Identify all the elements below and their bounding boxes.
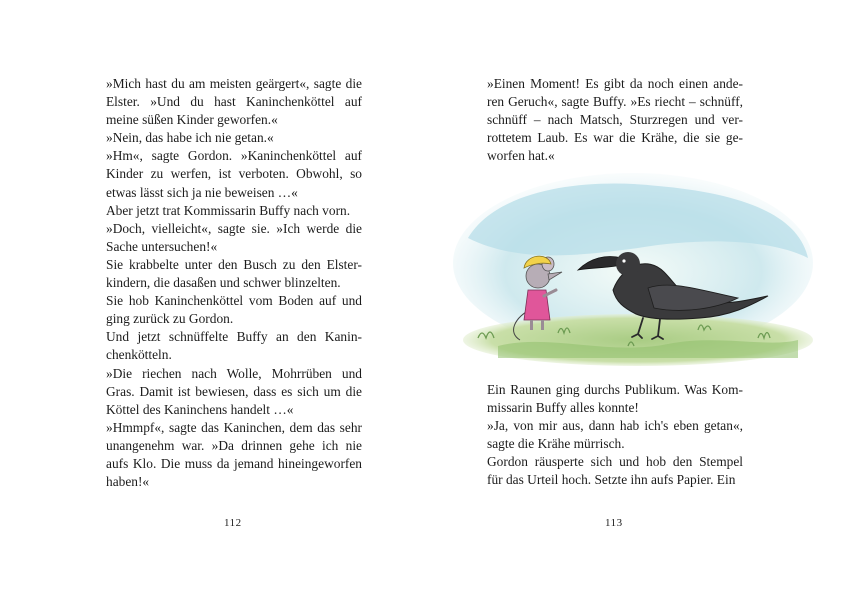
page-number-right: 113 (605, 517, 623, 529)
grass-ground (463, 314, 813, 366)
text-line: »Doch, vielleicht«, sagte sie. »Ich werde die (106, 220, 362, 236)
right-page-text-top (487, 75, 743, 165)
text-line: worfen hat.« (487, 148, 555, 164)
text-line: »Nein, das habe ich nie getan.« (106, 130, 274, 146)
text-line: etwas lässt sich ja nie beweisen …« (106, 184, 298, 200)
left-page-text (106, 75, 362, 491)
text-line: Elster. »Und du hast Kaninchenköttel auf (106, 94, 362, 110)
right-page-text-bottom (487, 381, 743, 490)
text-line: für das Urteil hoch. Setzte ihn aufs Papier. Ein (487, 472, 736, 488)
left-page (0, 0, 423, 609)
text-line: aufs Klo. Die muss da jemand hineingeworfen (106, 455, 362, 471)
text-line: Kinder zu werfen, ist verboten. Obwohl, so (106, 166, 362, 182)
crow-eye (622, 259, 625, 262)
text-line: »Mich hast du am meisten geärgert«, sagte die (106, 76, 362, 91)
text-line: »Ja, von mir aus, dann hab ich's eben getan«, (487, 418, 743, 434)
text-line: sagte die Krähe mürrisch. (487, 436, 625, 452)
text-line: haben!« (106, 474, 150, 490)
text-line: missarin Buffy alles konnte! (487, 400, 639, 416)
text-line: Sache untersuchen!« (106, 238, 218, 254)
text-line: Ein Raunen ging durchs Publikum. Was Kom- (487, 382, 743, 397)
mouse-leg-right (541, 320, 544, 330)
text-line: Sie hob Kaninchenköttel vom Boden auf und (106, 293, 362, 309)
crow-and-mouse-illustration (438, 168, 823, 380)
mouse-leg-left (530, 320, 533, 330)
text-line: rottetem Laub. Es war die Krähe, die sie ge- (487, 130, 743, 146)
text-line: Gordon räusperte sich und hob den Stempel (487, 454, 743, 470)
text-line: »Einen Moment! Es gibt da noch einen ande- (487, 76, 743, 91)
text-line: »Hm«, sagte Gordon. »Kaninchenköttel auf (106, 148, 362, 164)
text-line: Sie krabbelte unter den Busch zu den Elster- (106, 256, 362, 272)
crow-head (616, 252, 640, 276)
text-line: chenkötteln. (106, 347, 172, 363)
text-line: kindern, die dasaßen und schwer blinzelten. (106, 275, 341, 291)
text-line: »Hmmpf«, sagte das Kaninchen, dem das sehr (106, 419, 362, 435)
text-line: ging zurück zu Gordon. (106, 311, 234, 327)
text-line: unangenehm war. »Da drinnen gehe ich nie (106, 437, 362, 453)
text-line: schnüff – nach Matsch, Sturzregen und ver- (487, 112, 743, 128)
text-line: meine süßen Kinder geworfen.« (106, 112, 278, 128)
text-line: ren Geruch«, sagte Buffy. »Es riecht – schnüff, (487, 94, 743, 110)
text-line: Aber jetzt trat Kommissarin Buffy nach vorn. (106, 202, 351, 218)
right-page (423, 0, 847, 609)
text-line: Köttel des Kaninchens handelt …« (106, 401, 294, 417)
text-line: Gras. Damit ist bewiesen, dass es sich um die (106, 383, 362, 399)
text-line: Und jetzt schnüffelte Buffy an den Kanin- (106, 329, 362, 345)
text-line: »Die riechen nach Wolle, Mohrrüben und (106, 365, 362, 381)
page-number-left: 112 (224, 517, 242, 529)
